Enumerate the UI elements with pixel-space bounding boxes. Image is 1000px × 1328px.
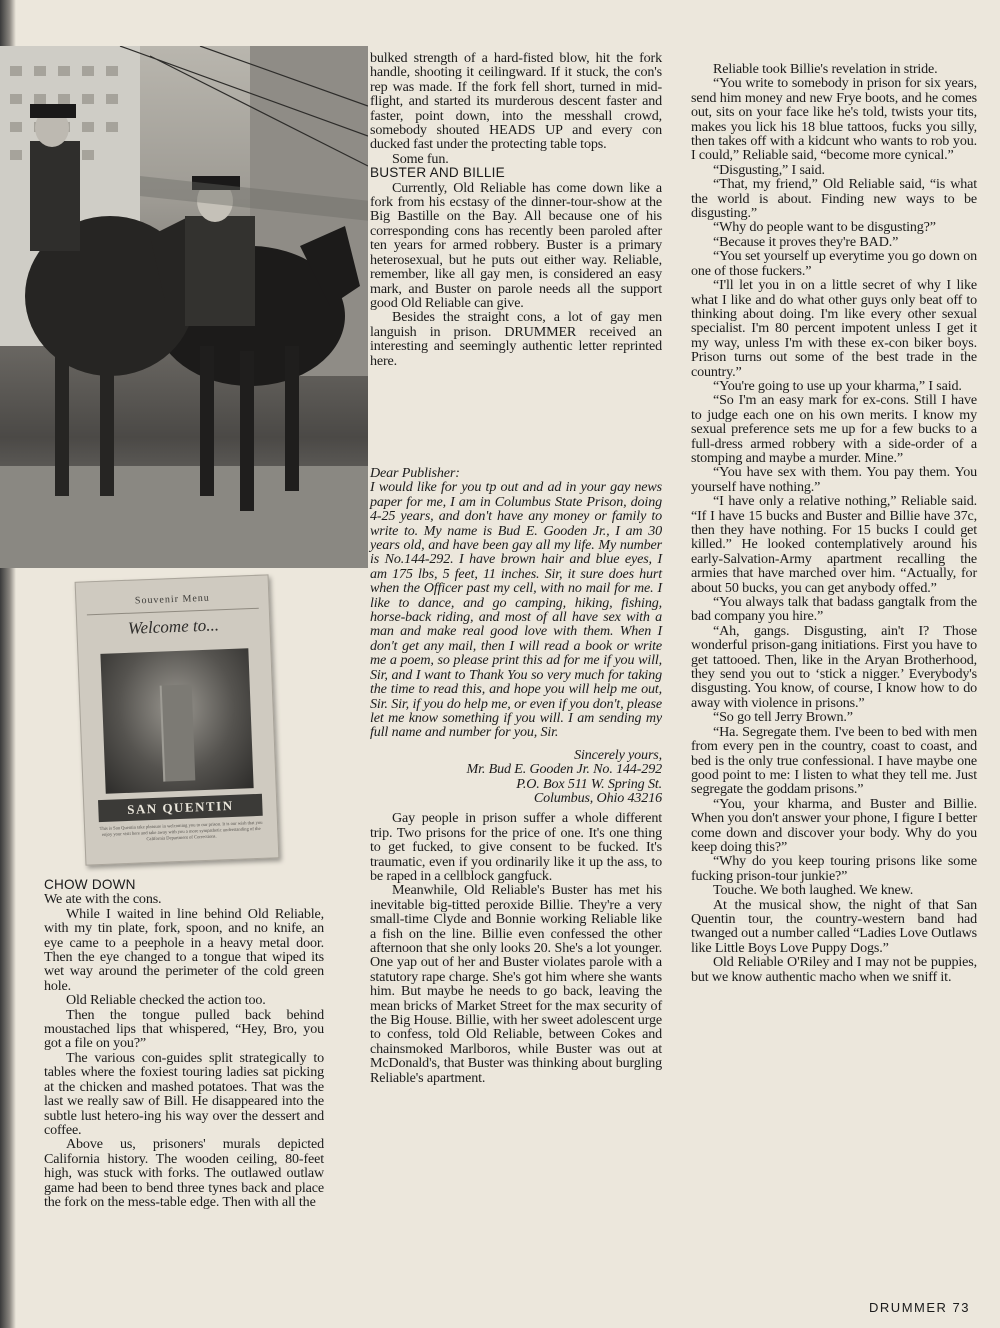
column-2-text xyxy=(370,51,662,368)
paragraph: Currently, Old Reliable has come down like a fork from his ecstasy of the dinner-tour-show at the Big Bastille on the Bay. All because one of his corresponding cons has recently been paroled after ten years for armed robbery. Buster is a primary heterosexual, but he puts out either way. Reliable, remember, like all gay men, is considered an easy mark, and Buster on parole needs all the support good Old Reliable can give. xyxy=(370,179,662,311)
paragraph: “You write to somebody in prison for six years, send him money and new Frye boots, and he comes out, sits on your face like he's told, twists your tits, makes you lick his 18 blue tattoos, fucks you silly, then takes off with a kidcunt who wants to rob you. I could,” Reliable said, “become more cynical.” xyxy=(691,75,977,164)
letter-signature-line: Mr. Bud E. Gooden Jr. No. 144-292 xyxy=(466,761,662,778)
paragraph: bulked strength of a hard-fisted blow, hit the fork handle, shooting it ceilingward. If it stuck, the con's rep was made. If the fork fell short, turned in mid-flight, and started its murderous descent faster and faster, point down, into the messhall crowd, somebody shouted HEADS UP and every con ducked fast under the protecting table tops. xyxy=(370,50,662,153)
column-2-letter xyxy=(370,466,662,1085)
paragraph: “Ha. Segregate them. I've been to bed with men from every pen in the country, coast to coast, and bed is the only true confessional. I have maybe one good point to me: I listen to what they tell me. Just segregate the goddam prisons.” xyxy=(691,723,977,798)
paragraph: Meanwhile, Old Reliable's Buster has met his inevitable big-titted peroxide Billie. They're a very small-time Clyde and Bonnie working Reliable like a fish on the line. Billie even confessed the other afternoon that she only looks 20. She's a lot younger. One yap out of her and Buster violates parole with a statutory rape charge. She's got him where she wants him. But maybe he needs to go back, leaving the mean bricks of Market Street for the max security of the Big House. Billie, with her sweet adolescent urge to confess, told Old Reliable, between Cokes and chainsmoked Marlboros, while Buster was out at McDonald's, that Buster was thinking about burgling Reliable's apartment. xyxy=(370,882,662,1086)
menu-tower-shape xyxy=(160,684,196,781)
paragraph: While I waited in line behind Old Reliable, with my tin plate, fork, spoon, and no knife, an eye came to a peephole in a heavy metal door. Then the eye changed to a tongue that wiped its wet way around the perimeter of the cold green hole. xyxy=(44,905,324,994)
letter-signature-line: P.O. Box 511 W. Spring St. xyxy=(516,775,662,792)
paragraph: Then the tongue pulled back behind moustached lips that whispered, “Hey, Bro, you got a file on you?” xyxy=(44,1006,324,1052)
letter-salutation: Dear Publisher: xyxy=(370,465,460,481)
paragraph: “You have sex with them. You pay them. You yourself have nothing.” xyxy=(691,464,977,495)
menu-welcome-text: Welcome to... xyxy=(127,615,220,638)
photo-illustration xyxy=(0,46,368,568)
paragraph: Some fun. xyxy=(392,150,449,167)
paragraph: “Why do people want to be disgusting?” xyxy=(713,219,936,236)
paragraph: “You always talk that badass gangtalk from the bad company you hire.” xyxy=(691,594,977,625)
paragraph: Reliable took Billie's revelation in stride. xyxy=(713,61,938,77)
souvenir-menu-card xyxy=(75,574,280,865)
paragraph: “So I'm an easy mark for ex-cons. Still I have to judge each one on his own merits. I know my sexual preference sets me up for a few bucks to a full-dress armed robbery with a side-order of a stomping and maybe a murder. Mine.” xyxy=(691,392,977,466)
mounted-police-photo xyxy=(0,46,368,568)
paragraph: “Ah, gangs. Disgusting, ain't I? Those wonderful prison-gang initiations. First you have to get tattooed. Then, like in the Aryan Brotherhood, they send you out to ‘stick a nigger.’ Everybody's disgusting. You know, of course, I know how to do away with violence in prisons.” xyxy=(691,622,977,711)
paragraph: Old Reliable checked the action too. xyxy=(66,992,266,1009)
paragraph: Besides the straight cons, a lot of gay men languish in prison. DRUMMER received an interesting and seemingly authentic letter reprinted here. xyxy=(370,309,662,369)
column-3-text xyxy=(691,62,977,984)
menu-fine-print: This is San Quentin take pleasure in welcoming you to our prison. It is our wish that you enjoy your visit here and take away with you a more sympathetic understanding of the California Department of Corrections. xyxy=(99,819,263,842)
menu-banner: SAN QUENTIN xyxy=(98,794,263,822)
column-1-text xyxy=(44,878,324,1209)
paragraph: “Disgusting,” I said. xyxy=(713,161,825,178)
paragraph: Gay people in prison suffer a whole different trip. Two prisons for the price of one. It's one thing to get fucked, to give consent to be fucked. It's traumatic, even if you ordinarily like it up the ass, to be raped in a cellblock gangfuck. xyxy=(370,810,662,884)
paragraph: “I'll let you in on a little secret of why I like what I like and do what other guys only beat off to thinking about doing. I'm like every other sexual specialist. I'm 80 percent impotent unless I get it my way, unless I'm with these ex-con biker boys. Prison turns out some of the best trade in the country.” xyxy=(691,277,977,380)
paragraph: “Why do you keep touring prisons like some fucking prison-tour junkie?” xyxy=(691,853,977,884)
letter-signature-line: Sincerely yours, xyxy=(574,746,662,763)
menu-prison-picture xyxy=(100,648,253,794)
paragraph: “I have only a relative nothing,” Reliable said. “If I have 15 bucks and Buster and Billie have 37c, then they have nothing. For 15 bucks I could get killed.” He looked contemplatively around his early-Salvation-Army apartment recalling the armies that have marched over him. “Actually, for about 50 bucks, you can get anybody offed.” xyxy=(691,493,977,596)
paragraph: “You're going to use up your kharma,” I said. xyxy=(713,377,962,394)
paragraph: “Because it proves they're BAD.” xyxy=(713,233,899,250)
page-footer: DRUMMER 73 xyxy=(869,1300,970,1315)
letter-signature-line: Columbus, Ohio 43216 xyxy=(533,789,662,806)
heading-chow-down: CHOW DOWN xyxy=(44,877,136,892)
paragraph: The various con-guides split strategically to tables where the foxiest touring ladies sat picking at the chicken and mashed potatoes. That was the last we really saw of Bill. He disappeared into the subtle lust hetero-ing his way over the dessert and coffee. xyxy=(44,1049,324,1138)
paragraph: Touche. We both laughed. We knew. xyxy=(713,882,914,899)
paragraph: Old Reliable O'Riley and I may not be puppies, but we know authentic macho when we sniff it. xyxy=(691,954,977,985)
paragraph: “You, your kharma, and Buster and Billie. When you don't answer your phone, I figure I better come down and discover your body. Why do you keep doing this?” xyxy=(691,795,977,855)
paragraph: Above us, prisoners' murals depicted California history. The wooden ceiling, 80-feet high, was stuck with forks. The outlawed outlaw game had been to bend three tynes back and place the fork on the mess-table edge. Then with all the xyxy=(44,1136,324,1210)
letter-body: I would like for you tp out and ad in your gay news paper for me, I am in Columbus State Prison, doing 4-25 years, and don't have any money or family to write to. My name is Bud E. Gooden Jr., I am 30 years old, and have been gay all my life. My number is No.144-292. I have brown hair and blue eyes, I am 175 lbs, 5 feet, 11 inches. Sir, it sure does hurt when the Officer past my cell, with no mail for me. I like to dance, and go camping, hiking, fishing, horse-back riding, and most of all have sex with a man and make real good love with them. When I don't get any mail, then I will read a book or write me a poem, so please print this ad for me if you will, Sir, and I want to Thank You so very much for taking the time to read this, and hope you will help me out, Sir. Sir, if you do help me, or even if you don't, please let me know something if you will. I am sending my full name and number for you, Sir. xyxy=(370,479,662,741)
paragraph: We ate with the cons. xyxy=(44,891,162,908)
menu-header: Souvenir Menu xyxy=(86,586,259,616)
paragraph: At the musical show, the night of that San Quentin tour, the country-western band had twanged out a number called “Ladies Love Outlaws like Little Boys Love Puppy Dogs.” xyxy=(691,896,977,956)
paragraph: “That, my friend,” Old Reliable said, “is what the world is about. Finding new ways to be disgusting.” xyxy=(691,176,977,222)
paragraph: “So go tell Jerry Brown.” xyxy=(713,709,853,726)
heading-buster-and-billie: BUSTER AND BILLIE xyxy=(370,165,505,181)
paragraph: “You set yourself up everytime you go down on one of those fuckers.” xyxy=(691,248,977,279)
